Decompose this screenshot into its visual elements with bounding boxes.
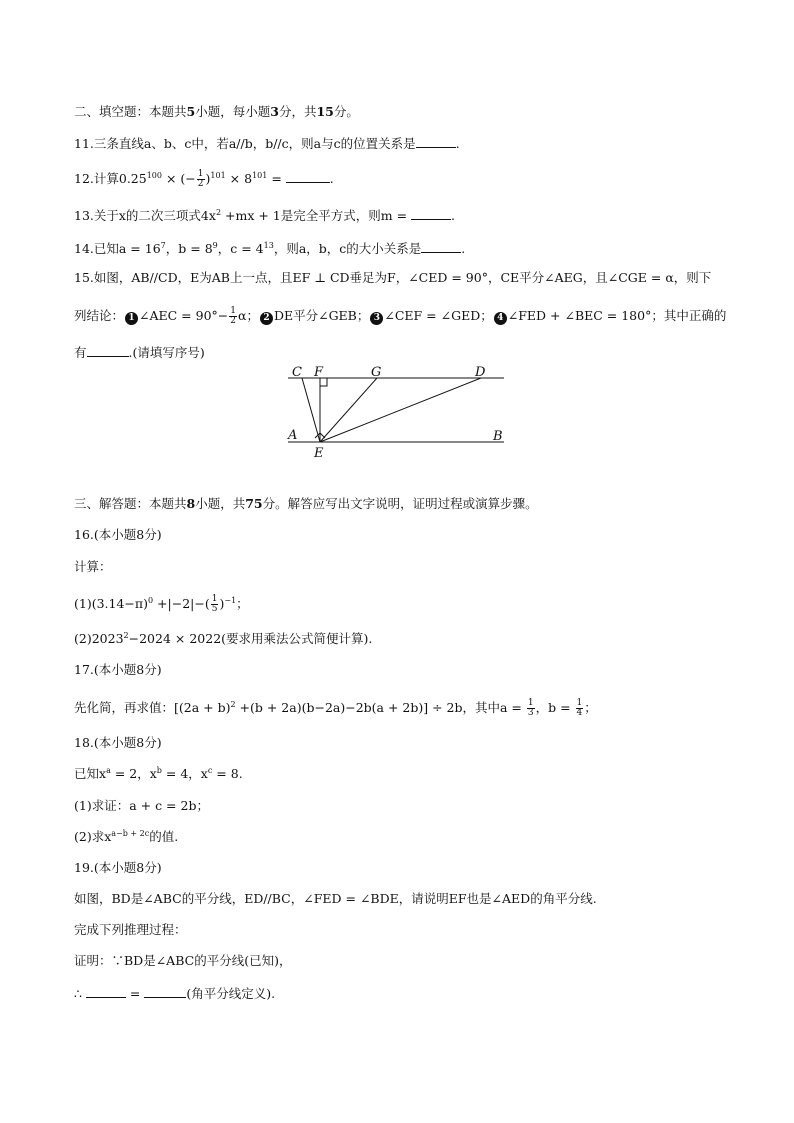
- question-15-line2: 列结论： 1 ∠AEC = 90°− $\frac{1}{2}$ α； 2 DE平分∠GEB； 3 ∠CEF = ∠GED； 4 ∠FED + ∠BEC = 180°；其中正确的: [74, 306, 727, 326]
- circled-number-4: 4: [494, 312, 507, 325]
- question-16-part2: $(2)2023^2-2024 \times 2022$(要求用乘法公式简便计算).: [74, 631, 373, 646]
- answer-blank[interactable]: [411, 207, 451, 220]
- section2-heading: 二、填空题：本题共5小题，每小题3分，共15分。: [74, 104, 359, 119]
- fraction: $\frac{1}{4}$: [576, 698, 583, 718]
- question-19-instruction: 完成下列推理过程：: [74, 922, 187, 937]
- question-14: 14.已知$a = 16^7$，$b = 8^9$，$c = 4^{13}$，则a，b，c的大小关系是 .: [74, 241, 466, 256]
- question-16-part1: $(1)(3.14-\pi)^0 +|-2|-$( $\frac{1}{5}$ )$^{-1}$；: [74, 594, 249, 614]
- question-13: 13.关于x的二次三项式$4x^2 +mx + 1$是完全平方式，则m = .: [74, 208, 456, 223]
- geometry-figure: [282, 362, 510, 462]
- circled-number-1: 1: [125, 312, 138, 325]
- question-17-header: 17.(本小题8分): [74, 662, 162, 677]
- question-18-part1: (1)求证：a + c = 2b；: [74, 798, 209, 813]
- question-18-given: 已知$x^a = 2$，$x^b = 4$，$x^c = 8$.: [74, 766, 243, 781]
- question-19-header: 19.(本小题8分): [74, 860, 162, 875]
- question-19-statement: 如图，BD是∠ABC的平分线，ED//BC，∠FED = ∠BDE，请说明EF也是∠AED的角平分线.: [74, 891, 597, 906]
- fraction: $\frac{1}{3}$: [527, 698, 534, 718]
- label-c: C: [292, 365, 302, 380]
- answer-blank[interactable]: [416, 135, 456, 148]
- question-19-proof-line1: 证明：∵BD是∠ABC的平分线(已知)，: [74, 953, 292, 968]
- question-16-header: 16.(本小题8分): [74, 527, 162, 542]
- section3-heading: 三、解答题：本题共8小题，共75分。解答应写出文字说明，证明过程或演算步骤。: [74, 496, 538, 511]
- segment-eg: [320, 378, 377, 442]
- question-18-part2: (2)求$x^{a-b + 2c}$的值.: [74, 829, 179, 844]
- label-e: E: [314, 446, 324, 461]
- circled-number-3: 3: [370, 312, 383, 325]
- question-16-instruction: 计算：: [74, 559, 112, 574]
- answer-blank[interactable]: [421, 240, 461, 253]
- label-b: B: [493, 429, 503, 444]
- question-12: 12.计算$0.25^{100}$ × (− $\frac{1}{2}$ )$^{101} \times 8^{101}$ = .: [74, 169, 334, 189]
- answer-blank[interactable]: [87, 344, 129, 357]
- answer-blank[interactable]: [144, 985, 186, 998]
- question-11: 11.三条直线a、b、c中，若a//b，b//c，则a与c的位置关系是 .: [74, 136, 460, 151]
- question-15-line1: 15.如图，AB//CD，E为AB上一点，且EF ⊥ CD垂足为F，∠CED = 90°，CE平分∠AEG，且∠CGE = α，则下: [74, 270, 712, 285]
- circled-number-2: 2: [260, 312, 273, 325]
- question-17-body: 先化简，再求值：$[(2a + b)^2 +(b + 2a)(b-2a)-2b(a + 2b)] \div 2b$，其中a = $\frac{1}{3}$ ，b = $\frac{1}{4}$ ；: [74, 698, 597, 718]
- fraction: $\frac{1}{2}$: [197, 169, 204, 189]
- label-g: G: [371, 365, 382, 380]
- question-19-proof-line2: ∴ = (角平分线定义).: [74, 986, 276, 1001]
- label-f: F: [314, 365, 324, 380]
- label-a: A: [288, 428, 298, 443]
- question-18-header: 18.(本小题8分): [74, 735, 162, 750]
- fraction: $\frac{1}{2}$: [230, 306, 236, 326]
- answer-blank[interactable]: [86, 985, 126, 998]
- answer-blank[interactable]: [286, 170, 330, 183]
- segment-ec: [302, 378, 320, 442]
- question-15-line3: 有 .(请填写序号): [74, 345, 205, 360]
- segment-ed: [320, 378, 481, 442]
- label-d: D: [475, 365, 486, 380]
- fraction: $\frac{1}{5}$: [211, 594, 218, 614]
